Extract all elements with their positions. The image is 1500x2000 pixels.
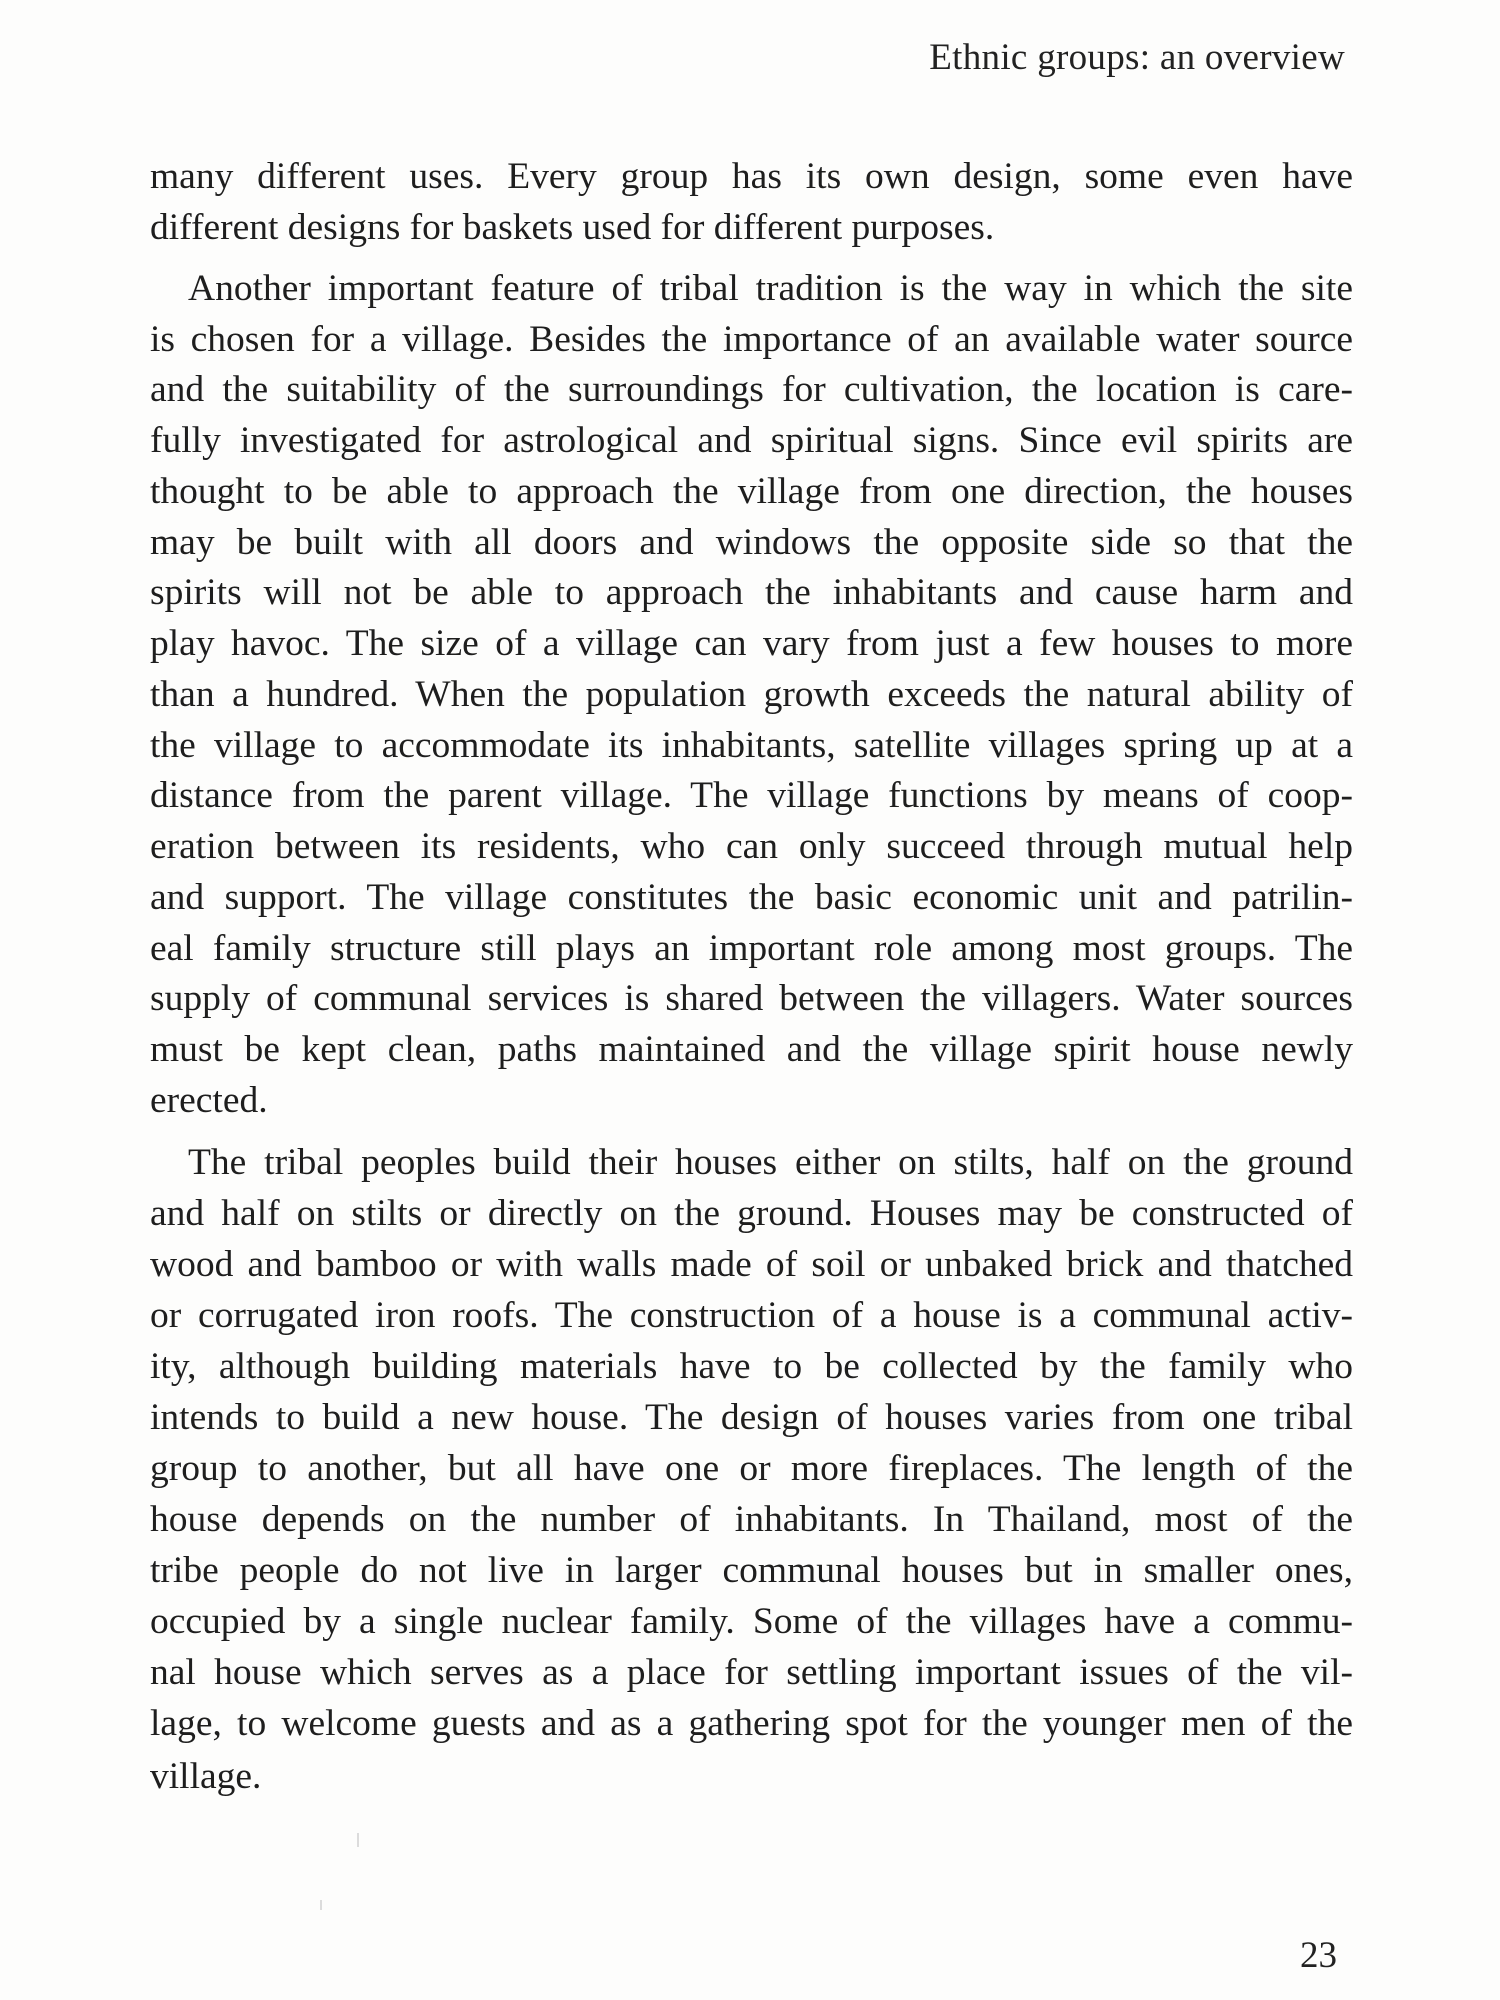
text-line: is chosen for a village. Besides the importance of an available water source <box>150 319 1353 360</box>
scan-artifact <box>357 1833 359 1847</box>
text-line: group to another, but all have one or more fireplaces. The length of the <box>150 1448 1353 1489</box>
text-line: play havoc. The size of a village can vary from just a few houses to more <box>150 623 1353 664</box>
text-line: house depends on the number of inhabitants. In Thailand, most of the <box>150 1499 1353 1540</box>
text-line: the village to accommodate its inhabitants, satellite villages spring up at a <box>150 725 1353 766</box>
text-line: ity, although building materials have to be collected by the family who <box>150 1346 1353 1387</box>
text-line: tribe people do not live in larger communal houses but in smaller ones, <box>150 1550 1353 1591</box>
text-line: than a hundred. When the population growth exceeds the natural ability of <box>150 674 1353 715</box>
running-head: Ethnic groups: an overview <box>929 37 1345 78</box>
text-line: nal house which serves as a place for settling important issues of the vil- <box>150 1652 1353 1693</box>
text-line: Another important feature of tribal tradition is the way in which the site <box>188 268 1353 309</box>
text-line: many different uses. Every group has its own design, some even have <box>150 156 1353 197</box>
text-line: must be kept clean, paths maintained and the village spirit house newly <box>150 1029 1353 1070</box>
text-line: erected. <box>150 1080 268 1121</box>
text-line: The tribal peoples build their houses either on stilts, half on the ground <box>188 1142 1353 1183</box>
text-line: distance from the parent village. The village functions by means of coop- <box>150 775 1353 816</box>
text-line: and support. The village constitutes the basic economic unit and patrilin- <box>150 877 1353 918</box>
text-line: and the suitability of the surroundings for cultivation, the location is care- <box>150 369 1353 410</box>
text-line: village. <box>150 1756 262 1797</box>
text-line: thought to be able to approach the village from one direction, the houses <box>150 471 1353 512</box>
scan-artifact <box>320 1900 322 1910</box>
text-line: may be built with all doors and windows the opposite side so that the <box>150 522 1353 563</box>
text-line: eal family structure still plays an important role among most groups. The <box>150 928 1353 969</box>
text-line: occupied by a single nuclear family. Some of the villages have a commu- <box>150 1601 1353 1642</box>
text-line: intends to build a new house. The design of houses varies from one tribal <box>150 1397 1353 1438</box>
text-line: different designs for baskets used for different purposes. <box>150 207 995 248</box>
page-number: 23 <box>1300 1935 1337 1976</box>
text-line: and half on stilts or directly on the ground. Houses may be constructed of <box>150 1193 1353 1234</box>
text-line: or corrugated iron roofs. The construction of a house is a communal activ- <box>150 1295 1353 1336</box>
text-line: lage, to welcome guests and as a gathering spot for the younger men of the <box>150 1703 1353 1744</box>
text-line: eration between its residents, who can only succeed through mutual help <box>150 826 1353 867</box>
text-line: supply of communal services is shared between the villagers. Water sources <box>150 978 1353 1019</box>
text-line: spirits will not be able to approach the inhabitants and cause harm and <box>150 572 1353 613</box>
text-line: wood and bamboo or with walls made of soil or unbaked brick and thatched <box>150 1244 1353 1285</box>
text-line: fully investigated for astrological and spiritual signs. Since evil spirits are <box>150 420 1353 461</box>
